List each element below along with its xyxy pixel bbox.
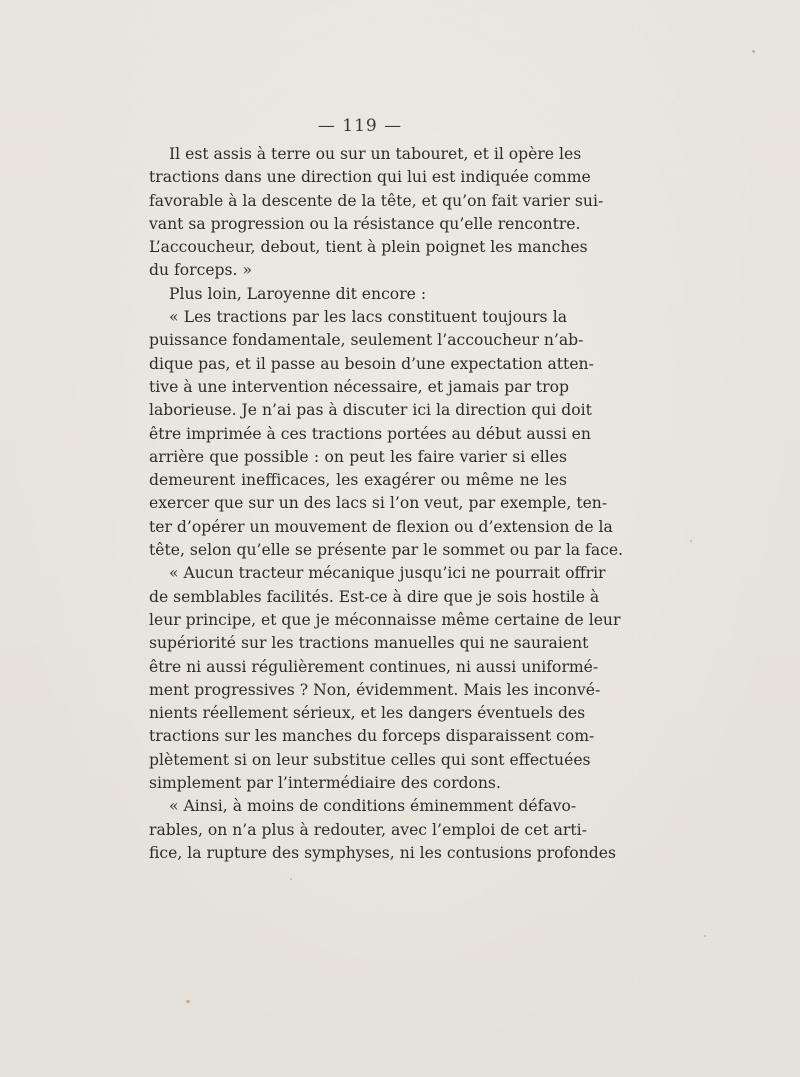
text-line: dique pas, et il passe au besoin d’une expectation atten- xyxy=(149,354,594,373)
text-line: Il est assis à terre ou sur un tabouret, et il opère les xyxy=(169,145,582,163)
text-line: exercer que sur un des lacs si l’on veut, par exemple, ten- xyxy=(149,494,608,513)
text-line: être imprimée à ces tractions portées au début aussi en xyxy=(149,424,591,443)
text-line: tractions sur les manches du forceps disparaissent com- xyxy=(149,727,595,746)
text-line: nients réellement sérieux, et les dangers éventuels des xyxy=(149,704,586,723)
body-text xyxy=(149,143,624,865)
text-line: fice, la rupture des symphyses, ni les contusions profondes xyxy=(149,843,616,862)
text-line: « Les tractions par les lacs constituent toujours la xyxy=(169,308,567,327)
text-line: Plus loin, Laroyenne dit encore : xyxy=(169,284,427,303)
paper-speck xyxy=(690,540,692,542)
text-line: favorable à la descente de la tête, et qu’on fait varier sui- xyxy=(149,191,604,210)
text-line: « Ainsi, à moins de conditions éminemment défavo- xyxy=(169,797,577,816)
page-number: — 119 — xyxy=(317,116,403,136)
text-line: supériorité sur les tractions manuelles qui ne sauraient xyxy=(149,634,589,653)
text-line: de semblables facilités. Est-ce à dire que je sois hostile à xyxy=(149,587,600,606)
paper-speck xyxy=(752,50,755,53)
text-line: simplement par l’intermédiaire des cordons. xyxy=(149,774,501,793)
text-line: vant sa progression ou la résistance qu’elle rencontre. xyxy=(149,214,581,233)
text-line: plètement si on leur substitue celles qui sont effectuées xyxy=(149,750,591,769)
paper-speck xyxy=(290,878,292,880)
text-line: « Aucun tracteur mécanique jusqu’ici ne pourrait offrir xyxy=(169,564,606,583)
paper-speck xyxy=(186,1000,190,1003)
text-line: être ni aussi régulièrement continues, ni aussi uniformé- xyxy=(149,657,599,676)
text-line: ment progressives ? Non, évidemment. Mais les inconvé- xyxy=(149,680,601,699)
text-line: laborieuse. Je n’ai pas à discuter ici la direction qui doit xyxy=(149,401,592,420)
paper-speck xyxy=(704,935,706,937)
text-line: L’accoucheur, debout, tient à plein poignet les manches xyxy=(149,238,588,257)
text-line: demeurent inefficaces, les exagérer ou même ne les xyxy=(149,471,567,490)
text-line: du forceps. » xyxy=(149,261,252,280)
text-line: tive à une intervention nécessaire, et jamais par trop xyxy=(149,377,569,396)
text-line: ter d’opérer un mouvement de flexion ou d’extension de la xyxy=(149,517,613,536)
text-line: tractions dans une direction qui lui est indiquée comme xyxy=(149,168,591,187)
text-line: arrière que possible : on peut les faire varier si elles xyxy=(149,447,567,466)
text-line: rables, on n’a plus à redouter, avec l’emploi de cet arti- xyxy=(149,820,587,839)
text-line: leur principe, et que je méconnaisse même certaine de leur xyxy=(149,610,621,629)
text-line: tête, selon qu’elle se présente par le sommet ou par la face. xyxy=(149,541,624,560)
text-line: puissance fondamentale, seulement l’accoucheur n’ab- xyxy=(149,331,584,350)
